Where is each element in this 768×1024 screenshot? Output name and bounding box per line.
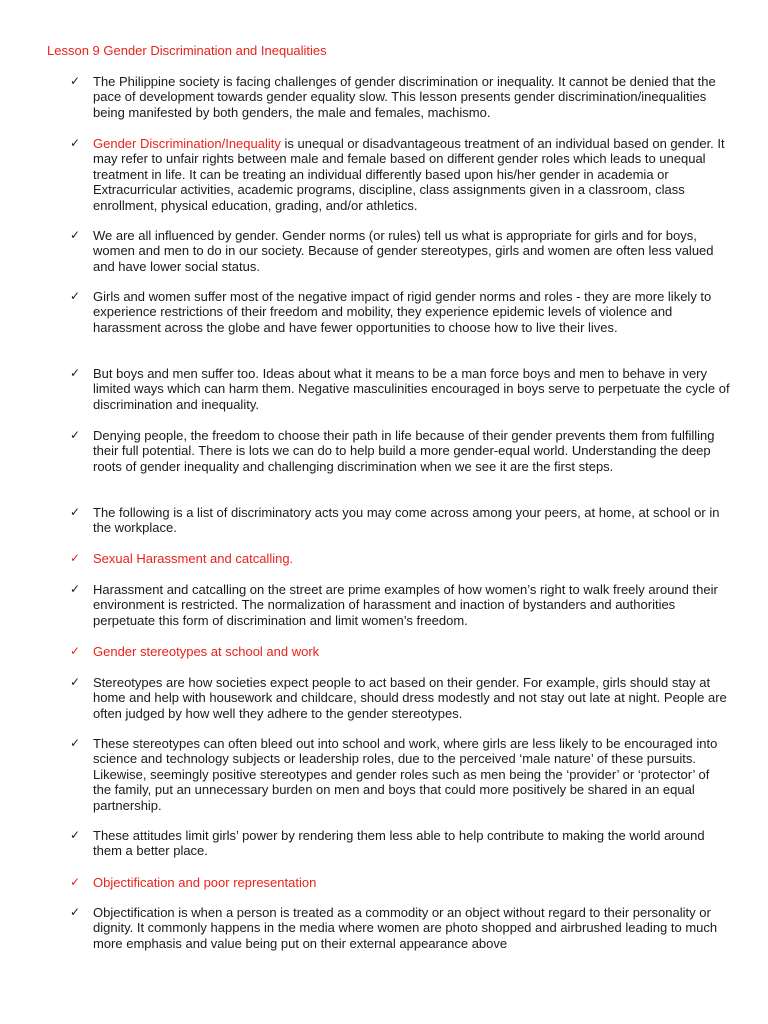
bullet-item: [70, 736, 730, 813]
bullet-text: Harassment and catcalling on the street are prime examples of how women’s right to walk freely around their environment is restricted. The normalization of harassment and inaction of bystanders and authorities perpetuate this form of discrimination and limit women’s freedom.: [93, 582, 718, 628]
checkmark-icon: ✓: [70, 644, 81, 658]
checkmark-icon: ✓: [70, 875, 81, 889]
bullet-item: [70, 675, 730, 721]
section-heading-text: Objectification and poor representation: [93, 875, 317, 890]
checkmark-icon: ✓: [70, 828, 81, 842]
bullet-text: Girls and women suffer most of the negative impact of rigid gender norms and roles - they are more likely to experience restrictions of their freedom and mobility, they experience epidemic levels of violence and harassment across the globe and have fewer opportunities to choose how to live their lives.: [93, 289, 712, 335]
bullet-item: [70, 289, 730, 335]
checkmark-icon: ✓: [70, 736, 81, 750]
bullet-item: [70, 828, 730, 859]
bullet-item: [70, 505, 730, 536]
section-heading-text: Sexual Harassment and catcalling.: [93, 551, 294, 566]
section-heading-text: Gender stereotypes at school and work: [93, 644, 320, 659]
checkmark-icon: ✓: [70, 289, 81, 303]
bullet-item: [70, 582, 730, 628]
bullet-item: [70, 366, 730, 412]
bullet-text: We are all influenced by gender. Gender norms (or rules) tell us what is appropriate for girls and for boys, women and men to do in our society. Because of gender stereotypes, girls and women are often less valued and have lower social status.: [93, 228, 714, 274]
bullet-item: [70, 74, 730, 120]
bullet-item: [70, 228, 730, 274]
bullet-text: These attitudes limit girls’ power by rendering them less able to help contribute to making the world around them a better place.: [93, 828, 705, 859]
bullet-text: These stereotypes can often bleed out into school and work, where girls are less likely to be encouraged into science and technology subjects or leadership roles, due to the perceived ‘male nature’ of these pursuits. Likewise, seemingly positive stereotypes and gender roles such as men being the ‘provider’ or ‘protector’ of the family, put an unnecessary burden on men and boys that could more positively be shared in an equal partnership.: [93, 736, 718, 813]
term-highlight: Gender Discrimination/Inequality: [93, 136, 281, 151]
checkmark-icon: ✓: [70, 675, 81, 689]
bullet-text: But boys and men suffer too. Ideas about what it means to be a man force boys and men to behave in very limited ways which can harm them. Negative masculinities encouraged in boys serve to perpetuate the cycle of discrimination and inequality.: [93, 366, 730, 412]
bullet-item: [70, 136, 730, 213]
checkmark-icon: ✓: [70, 905, 81, 919]
bullet-item: [70, 905, 730, 951]
term-definition: is unequal or disadvantageous treatment of an individual based on gender. It may refer to unfair rights between male and female based on different gender roles which leads to unequal treatment in life. It can be treating an individual differently based upon his/her gender in academia or Extracurricular activities, academic programs, discipline, class assignments given in a classroom, class enrollment, physical education, grading, and/or athletics.: [93, 136, 725, 213]
checkmark-icon: ✓: [70, 582, 81, 596]
section-heading-objectification: [70, 875, 730, 890]
checkmark-icon: ✓: [70, 505, 81, 519]
bullet-text: Objectification is when a person is treated as a commodity or an object without regard to their personality or dignity. It commonly happens in the media where women are photo shopped and airbrushed leading to much more emphasis and value being put on their external appearance above: [93, 905, 718, 951]
lesson-title: Lesson 9 Gender Discrimination and Inequalities: [47, 43, 327, 58]
bullet-text: The Philippine society is facing challenges of gender discrimination or inequality. It cannot be denied that the pace of development towards gender equality slow. This lesson presents gender discrimination/inequalities being manifested by both genders, the male and females, machismo.: [93, 74, 716, 120]
bullet-text: The following is a list of discriminatory acts you may come across among your peers, at home, at school or in the workplace.: [93, 505, 720, 536]
checkmark-icon: ✓: [70, 428, 81, 442]
checkmark-icon: ✓: [70, 366, 81, 380]
bullet-text: Denying people, the freedom to choose their path in life because of their gender prevents them from fulfilling their full potential. There is lots we can do to help build a more gender-equal world. Understanding the deep roots of gender inequality and challenging discrimination when we see it are the first steps.: [93, 428, 715, 474]
checkmark-icon: ✓: [70, 551, 81, 565]
checkmark-icon: ✓: [70, 136, 81, 150]
bullet-text: [93, 136, 730, 213]
bullet-text: Stereotypes are how societies expect people to act based on their gender. For example, girls should stay at home and help with housework and childcare, should dress modestly and not stay out late at night. People are often judged by how well they adhere to the gender stereotypes.: [93, 675, 727, 721]
section-heading-harassment: [70, 551, 730, 566]
section-heading-stereotypes: [70, 644, 730, 659]
checkmark-icon: ✓: [70, 228, 81, 242]
bullet-item: [70, 428, 730, 474]
checkmark-icon: ✓: [70, 74, 81, 88]
